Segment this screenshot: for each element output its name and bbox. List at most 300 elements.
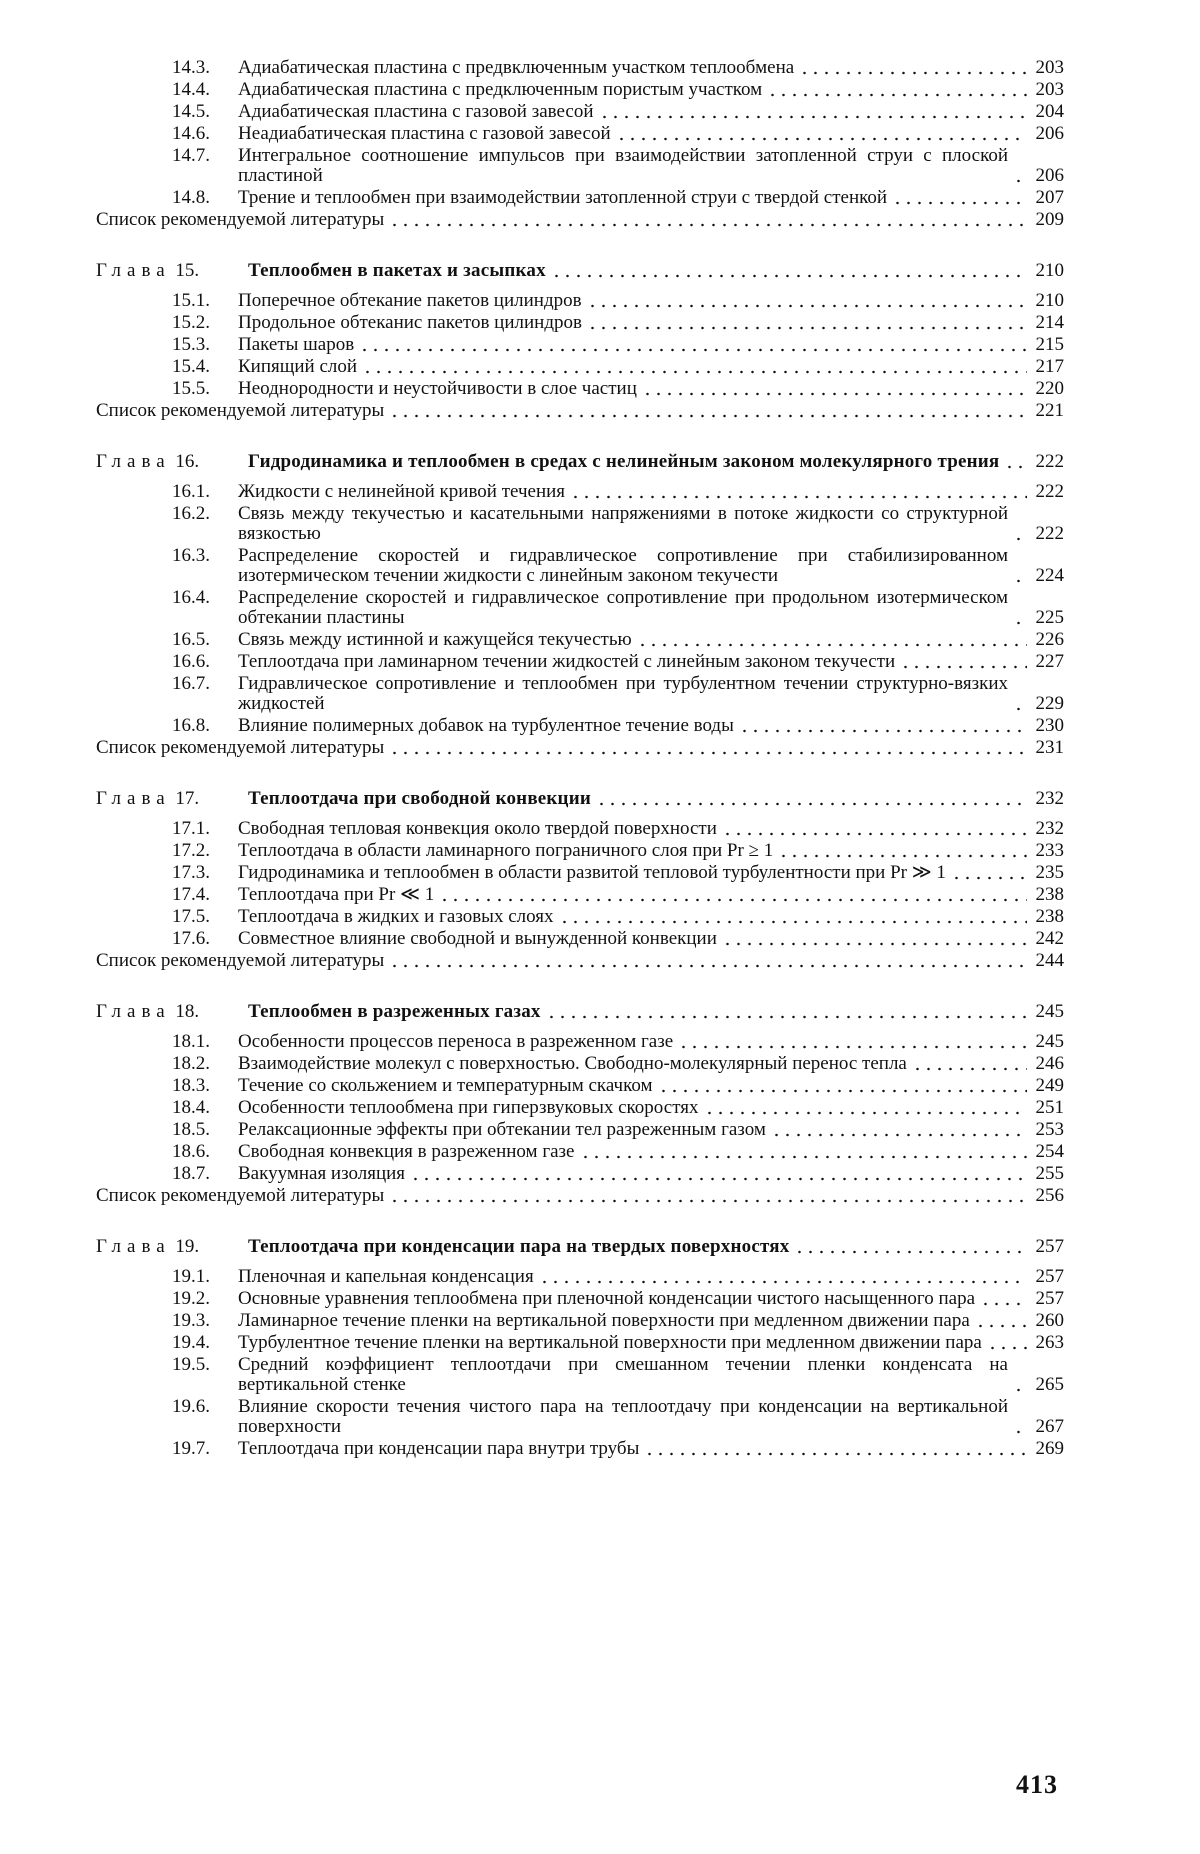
section-body — [238, 819, 1064, 839]
section-title: Релаксационные эффекты при обтекании тел разреженным газом — [238, 1119, 766, 1140]
section-body — [238, 58, 1064, 78]
dot-leader — [1011, 524, 1027, 544]
chapter-entry — [248, 1002, 1064, 1022]
section-entry — [96, 504, 1064, 544]
section-number: 16.3. — [172, 545, 210, 566]
dot-leader — [776, 841, 1027, 861]
section-body — [238, 1333, 1064, 1353]
dot-leader — [737, 716, 1027, 736]
section-title: Основные уравнения теплообмена при пленочной конденсации чистого насыщенного пара — [238, 1288, 976, 1309]
chapter-heading — [96, 1237, 1064, 1257]
section-title: Пакеты шаров — [238, 334, 355, 355]
references-title: Список рекомендуемой литературы — [96, 1185, 385, 1206]
section-number: 19.3. — [172, 1310, 210, 1331]
section-number: 17.4. — [172, 884, 210, 905]
section-page: 230 — [1035, 715, 1064, 736]
dot-leader — [1011, 694, 1027, 714]
section-title: Распределение скоростей и гидравлическое сопротивление при стабилизированном изотермическом течении жидкости с линейным законом текучести — [238, 545, 1008, 586]
section-entry — [96, 630, 1064, 650]
section-entry — [96, 819, 1064, 839]
section-page: 267 — [1035, 1416, 1064, 1437]
dot-leader — [568, 482, 1027, 502]
section-title: Совместное влияние свободной и вынужденной конвекции — [238, 928, 717, 949]
section-number: 14.8. — [172, 187, 210, 208]
section-page: 253 — [1035, 1119, 1064, 1140]
chapter-title: Теплоотдача при свободной конвекции — [248, 788, 591, 809]
section-page: 206 — [1035, 123, 1064, 144]
section-number: 18.7. — [172, 1163, 210, 1184]
section-entry — [96, 1267, 1064, 1287]
section-entry — [96, 716, 1064, 736]
chapter-number: 18. — [175, 1001, 200, 1022]
dot-leader — [549, 261, 1027, 281]
section-page: 260 — [1035, 1310, 1064, 1331]
dot-leader — [985, 1333, 1027, 1353]
references-page: 221 — [1035, 400, 1064, 421]
section-entry — [96, 1397, 1064, 1437]
chapter-page: 232 — [1035, 788, 1064, 809]
section-number: 17.1. — [172, 818, 210, 839]
section-page: 229 — [1035, 693, 1064, 714]
section-title: Распределение скоростей и гидравлическое сопротивление при продольном изотермическом обтекании пластины — [238, 587, 1008, 628]
chapter-page: 257 — [1035, 1236, 1064, 1257]
section-title: Гидродинамика и теплообмен в области развитой тепловой турбулентности при Pr ≫ 1 — [238, 862, 946, 883]
section-title: Адиабатическая пластина с предвключенным участком теплообмена — [238, 57, 795, 78]
section-entry — [96, 1032, 1064, 1052]
section-entry — [96, 1054, 1064, 1074]
section-body — [238, 1164, 1064, 1184]
section-body — [238, 1076, 1064, 1096]
chapter-entry — [248, 261, 1064, 281]
section-number: 16.1. — [172, 481, 210, 502]
section-number: 19.6. — [172, 1396, 210, 1417]
section-page: 235 — [1035, 862, 1064, 883]
section-number: 19.2. — [172, 1288, 210, 1309]
dot-leader — [1011, 1417, 1027, 1437]
section-number: 14.4. — [172, 79, 210, 100]
references-page: 244 — [1035, 950, 1064, 971]
section-number: 17.2. — [172, 840, 210, 861]
section-page: 269 — [1035, 1438, 1064, 1459]
section-entry — [96, 482, 1064, 502]
section-page: 238 — [1035, 906, 1064, 927]
chapter-label — [96, 1237, 248, 1257]
section-page: 265 — [1035, 1374, 1064, 1395]
references-entry — [96, 951, 1064, 971]
section-page: 207 — [1035, 187, 1064, 208]
section-title: Кипящий слой — [238, 356, 358, 377]
section-title: Взаимодействие молекул с поверхностью. Свободно-молекулярный перенос тепла — [238, 1053, 907, 1074]
section-entry — [96, 313, 1064, 333]
dot-leader — [597, 102, 1027, 122]
section-number: 19.4. — [172, 1332, 210, 1353]
section-number: 15.2. — [172, 312, 210, 333]
section-entry — [96, 146, 1064, 186]
dot-leader — [544, 1002, 1027, 1022]
section-title: Поперечное обтекание пакетов цилиндров — [238, 290, 582, 311]
dot-leader — [578, 1142, 1028, 1162]
section-number: 18.6. — [172, 1141, 210, 1162]
section-page: 245 — [1035, 1031, 1064, 1052]
section-body — [238, 357, 1064, 377]
chapter-word: Глава — [96, 451, 171, 472]
section-number: 19.1. — [172, 1266, 210, 1287]
dot-leader — [585, 313, 1027, 333]
section-number: 18.2. — [172, 1053, 210, 1074]
section-entry — [96, 357, 1064, 377]
section-body — [238, 80, 1064, 100]
dot-leader — [1002, 452, 1027, 472]
section-title: Особенности теплообмена при гиперзвуковых скоростях — [238, 1097, 699, 1118]
section-entry — [96, 335, 1064, 355]
chapter-label — [96, 452, 248, 472]
section-number: 14.3. — [172, 57, 210, 78]
references-page: 256 — [1035, 1185, 1064, 1206]
chapter-word: Глава — [96, 1236, 171, 1257]
dot-leader — [537, 1267, 1027, 1287]
chapter-page: 245 — [1035, 1001, 1064, 1022]
page-number: 413 — [1016, 1770, 1058, 1799]
section-title: Гидравлическое сопротивление и теплообмен при турбулентном течении структурно-вязких жидкостей — [238, 673, 1008, 714]
section-page: 222 — [1035, 481, 1064, 502]
section-body — [238, 1355, 1064, 1395]
section-body — [238, 482, 1064, 502]
section-page: 251 — [1035, 1097, 1064, 1118]
chapter-entry — [248, 452, 1064, 472]
chapter-label — [96, 261, 248, 281]
section-body — [238, 1054, 1064, 1074]
section-body — [238, 102, 1064, 122]
section-title: Теплоотдача в жидких и газовых слоях — [238, 906, 554, 927]
section-number: 18.1. — [172, 1031, 210, 1052]
section-number: 18.3. — [172, 1075, 210, 1096]
chapter-number: 19. — [175, 1236, 200, 1257]
section-body — [238, 1098, 1064, 1118]
dot-leader — [792, 1237, 1027, 1257]
section-page: 263 — [1035, 1332, 1064, 1353]
section-body — [238, 674, 1064, 714]
section-body — [238, 907, 1064, 927]
section-page: 222 — [1035, 523, 1064, 544]
section-page: 210 — [1035, 290, 1064, 311]
section-body — [238, 546, 1064, 586]
section-body — [238, 335, 1064, 355]
section-title: Теплоотдача в области ламинарного пограничного слоя при Pr ≥ 1 — [238, 840, 774, 861]
section-title: Связь между истинной и кажущейся текучестью — [238, 629, 632, 650]
section-page: 217 — [1035, 356, 1064, 377]
section-title: Неоднородности и неустойчивости в слое частиц — [238, 378, 637, 399]
chapter-heading — [96, 789, 1064, 809]
section-number: 16.8. — [172, 715, 210, 736]
section-entry — [96, 588, 1064, 628]
section-number: 14.6. — [172, 123, 210, 144]
section-entry — [96, 863, 1064, 883]
section-entry — [96, 188, 1064, 208]
section-title: Вакуумная изоляция — [238, 1163, 406, 1184]
section-entry — [96, 1120, 1064, 1140]
toc-block — [96, 1237, 1064, 1459]
dot-leader — [357, 335, 1027, 355]
section-entry — [96, 379, 1064, 399]
section-number: 15.5. — [172, 378, 210, 399]
chapter-label — [96, 1002, 248, 1022]
section-entry — [96, 546, 1064, 586]
section-title: Неадиабатическая пластина с газовой завесой — [238, 123, 611, 144]
section-number: 14.5. — [172, 101, 210, 122]
dot-leader — [1011, 566, 1027, 586]
chapter-word: Глава — [96, 788, 171, 809]
chapter-word: Глава — [96, 1001, 171, 1022]
section-title: Теплоотдача при Pr ≪ 1 — [238, 884, 435, 905]
dot-leader — [676, 1032, 1027, 1052]
section-entry — [96, 1333, 1064, 1353]
section-entry — [96, 58, 1064, 78]
section-number: 16.4. — [172, 587, 210, 608]
section-title: Адиабатическая пластина с газовой завесой — [238, 101, 594, 122]
references-entry — [96, 738, 1064, 758]
section-number: 15.1. — [172, 290, 210, 311]
references-entry — [96, 401, 1064, 421]
section-title: Интегральное соотношение импульсов при взаимодействии затопленной струи с плоской пластиной — [238, 145, 1008, 186]
dot-leader — [614, 124, 1027, 144]
section-body — [238, 291, 1064, 311]
dot-leader — [387, 210, 1027, 230]
references-title: Список рекомендуемой литературы — [96, 209, 385, 230]
chapter-label — [96, 789, 248, 809]
section-title: Течение со скольжением и температурным скачком — [238, 1075, 653, 1096]
section-page: 257 — [1035, 1288, 1064, 1309]
section-number: 16.2. — [172, 503, 210, 524]
section-entry — [96, 674, 1064, 714]
section-page: 227 — [1035, 651, 1064, 672]
section-page: 215 — [1035, 334, 1064, 355]
references-title: Список рекомендуемой литературы — [96, 950, 385, 971]
chapter-number: 17. — [175, 788, 200, 809]
section-body — [238, 313, 1064, 333]
toc-block — [96, 452, 1064, 758]
section-title: Адиабатическая пластина с предключенным пористым участком — [238, 79, 763, 100]
section-number: 16.5. — [172, 629, 210, 650]
dot-leader — [720, 929, 1027, 949]
section-entry — [96, 102, 1064, 122]
section-body — [238, 124, 1064, 144]
references-page: 231 — [1035, 737, 1064, 758]
toc-block — [96, 261, 1064, 421]
section-entry — [96, 929, 1064, 949]
section-body — [238, 1142, 1064, 1162]
dot-leader — [910, 1054, 1027, 1074]
section-body — [238, 1032, 1064, 1052]
dot-leader — [640, 379, 1027, 399]
dot-leader — [635, 630, 1027, 650]
section-number: 17.3. — [172, 862, 210, 883]
section-title: Пленочная и капельная конденсация — [238, 1266, 534, 1287]
dot-leader — [437, 885, 1027, 905]
dot-leader — [978, 1289, 1027, 1309]
references-page: 209 — [1035, 209, 1064, 230]
section-entry — [96, 1098, 1064, 1118]
section-number: 19.5. — [172, 1354, 210, 1375]
section-entry — [96, 124, 1064, 144]
section-entry — [96, 1142, 1064, 1162]
dot-leader — [557, 907, 1028, 927]
section-title: Турбулентное течение пленки на вертикальной поверхности при медленном движении пара — [238, 1332, 982, 1353]
section-body — [238, 1289, 1064, 1309]
chapter-number: 16. — [175, 451, 200, 472]
chapter-heading — [96, 261, 1064, 281]
chapter-entry — [248, 1237, 1064, 1257]
dot-leader — [898, 652, 1027, 672]
section-page: 249 — [1035, 1075, 1064, 1096]
chapter-heading — [96, 1002, 1064, 1022]
section-number: 19.7. — [172, 1438, 210, 1459]
dot-leader — [1011, 166, 1027, 186]
section-page: 257 — [1035, 1266, 1064, 1287]
section-entry — [96, 1311, 1064, 1331]
section-number: 14.7. — [172, 145, 210, 166]
section-number: 16.6. — [172, 651, 210, 672]
section-body — [238, 1267, 1064, 1287]
section-title: Связь между текучестью и касательными напряжениями в потоке жидкости со структурной вязкостью — [238, 503, 1008, 544]
section-body — [238, 863, 1064, 883]
dot-leader — [702, 1098, 1028, 1118]
table-of-contents — [96, 58, 1064, 1459]
section-page: 225 — [1035, 607, 1064, 628]
dot-leader — [1011, 608, 1027, 628]
section-body — [238, 504, 1064, 544]
section-number: 15.3. — [172, 334, 210, 355]
section-body — [238, 885, 1064, 905]
section-title: Теплоотдача при ламинарном течении жидкостей с линейным законом текучести — [238, 651, 896, 672]
chapter-title: Гидродинамика и теплообмен в средах с нелинейным законом молекулярного трения — [248, 451, 1000, 472]
dot-leader — [387, 1186, 1027, 1206]
section-entry — [96, 1289, 1064, 1309]
section-page: 224 — [1035, 565, 1064, 586]
section-title: Продольное обтеканис пакетов цилиндров — [238, 312, 582, 333]
section-entry — [96, 907, 1064, 927]
dot-leader — [973, 1311, 1027, 1331]
section-number: 15.4. — [172, 356, 210, 377]
references-entry — [96, 1186, 1064, 1206]
section-entry — [96, 1355, 1064, 1395]
section-body — [238, 379, 1064, 399]
section-entry — [96, 1439, 1064, 1459]
section-title: Свободная тепловая конвекция около твердой поверхности — [238, 818, 717, 839]
section-body — [238, 630, 1064, 650]
section-entry — [96, 885, 1064, 905]
section-body — [238, 1439, 1064, 1459]
references-title: Список рекомендуемой литературы — [96, 400, 385, 421]
dot-leader — [387, 951, 1027, 971]
section-body — [238, 716, 1064, 736]
chapter-page: 210 — [1035, 260, 1064, 281]
dot-leader — [765, 80, 1027, 100]
section-body — [238, 841, 1064, 861]
section-entry — [96, 1076, 1064, 1096]
chapter-title: Теплоотдача при конденсации пара на твердых поверхностях — [248, 1236, 790, 1257]
dot-leader — [656, 1076, 1028, 1096]
section-title: Ламинарное течение пленки на вертикальной поверхности при медленном движении пара — [238, 1310, 970, 1331]
section-page: 204 — [1035, 101, 1064, 122]
section-page: 238 — [1035, 884, 1064, 905]
chapter-entry — [248, 789, 1064, 809]
dot-leader — [797, 58, 1027, 78]
references-title: Список рекомендуемой литературы — [96, 737, 385, 758]
section-page: 203 — [1035, 57, 1064, 78]
section-title: Трение и теплообмен при взаимодействии затопленной струи с твердой стенкой — [238, 187, 888, 208]
chapter-page: 222 — [1035, 451, 1064, 472]
chapter-number: 15. — [175, 260, 200, 281]
section-page: 203 — [1035, 79, 1064, 100]
dot-leader — [594, 789, 1027, 809]
dot-leader — [387, 738, 1027, 758]
chapter-title: Теплообмен в разреженных газах — [248, 1001, 541, 1022]
section-number: 16.7. — [172, 673, 210, 694]
dot-leader — [890, 188, 1027, 208]
section-entry — [96, 80, 1064, 100]
dot-leader — [585, 291, 1027, 311]
section-body — [238, 188, 1064, 208]
section-body — [238, 652, 1064, 672]
section-page: 254 — [1035, 1141, 1064, 1162]
section-page: 214 — [1035, 312, 1064, 333]
section-number: 17.6. — [172, 928, 210, 949]
section-entry — [96, 841, 1064, 861]
dot-leader — [769, 1120, 1027, 1140]
section-page: 220 — [1035, 378, 1064, 399]
section-body — [238, 1311, 1064, 1331]
section-title: Теплоотдача при конденсации пара внутри трубы — [238, 1438, 640, 1459]
section-page: 242 — [1035, 928, 1064, 949]
section-body — [238, 588, 1064, 628]
section-page: 246 — [1035, 1053, 1064, 1074]
section-page: 255 — [1035, 1163, 1064, 1184]
dot-leader — [1011, 1375, 1027, 1395]
section-page: 233 — [1035, 840, 1064, 861]
section-body — [238, 146, 1064, 186]
section-page: 232 — [1035, 818, 1064, 839]
dot-leader — [642, 1439, 1027, 1459]
section-entry — [96, 652, 1064, 672]
dot-leader — [360, 357, 1027, 377]
section-number: 18.4. — [172, 1097, 210, 1118]
toc-block — [96, 1002, 1064, 1206]
section-page: 226 — [1035, 629, 1064, 650]
section-title: Влияние скорости течения чистого пара на теплоотдачу при конденсации на вертикальной поверхности — [238, 1396, 1008, 1437]
section-page: 206 — [1035, 165, 1064, 186]
references-entry — [96, 210, 1064, 230]
toc-block — [96, 789, 1064, 971]
section-title: Влияние полимерных добавок на турбулентное течение воды — [238, 715, 734, 736]
section-number: 17.5. — [172, 906, 210, 927]
section-entry — [96, 291, 1064, 311]
dot-leader — [949, 863, 1027, 883]
dot-leader — [720, 819, 1027, 839]
chapter-title: Теплообмен в пакетах и засыпках — [248, 260, 546, 281]
section-entry — [96, 1164, 1064, 1184]
section-body — [238, 1397, 1064, 1437]
section-number: 18.5. — [172, 1119, 210, 1140]
dot-leader — [387, 401, 1027, 421]
section-title: Средний коэффициент теплоотдачи при смешанном течении пленки конденсата на вертикальной стенке — [238, 1354, 1008, 1395]
section-title: Свободная конвекция в разреженном газе — [238, 1141, 575, 1162]
toc-block — [96, 58, 1064, 230]
dot-leader — [408, 1164, 1027, 1184]
section-body — [238, 929, 1064, 949]
chapter-heading — [96, 452, 1064, 472]
chapter-word: Глава — [96, 260, 171, 281]
section-title: Особенности процессов переноса в разреженном газе — [238, 1031, 674, 1052]
